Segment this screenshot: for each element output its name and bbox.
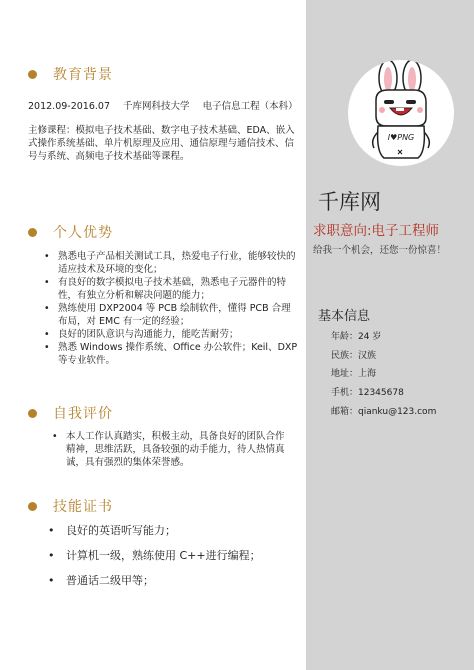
section-education-header [28,64,113,84]
skills-list [46,524,296,599]
education-major: 电子信息工程（本科） [202,101,298,112]
list-item: • 熟练使用 DXP2004 等 PCB 绘制软件，懂得 PCB 合理布局，对 EMC 有一定的经验； [42,302,300,328]
strengths-list [42,250,300,367]
selfeval-list [50,430,288,469]
education-courses: 主修课程：模拟电子技术基础、数字电子技术基础、EDA、嵌入式操作系统基础、单片机原理及应用、通信原理与通信技术、信号与系统、高频电子技术基础等课程。 [28,125,295,162]
avatar [348,60,454,166]
bullet-dot-icon [28,70,37,79]
list-item: • 普通话二级甲等； [46,574,296,599]
tagline: 给我一个机会，还您一份惊喜！ [313,245,447,256]
section-selfeval-header [28,403,113,423]
list-item: • 熟悉电子产品相关测试工具，热爱电子行业，能够较快的适应技术及环境的变化； [42,250,300,276]
section-title-selfeval: 自我评价 [53,406,113,422]
candidate-name: 千库网 [318,190,381,214]
list-item: • 熟悉 Windows 操作系统、Office 办公软件；Keil、DXP 等专业软件。 [42,341,300,367]
education-line [28,98,308,112]
list-item: • 有良好的数字模拟电子技术基础，熟悉电子元器件的特性，有独立分析和解决问题的能力； [42,276,300,302]
info-ethnicity: 民族：汉族 [331,351,377,361]
section-title-skills: 技能证书 [53,499,113,515]
info-location: 地址：上海 [331,369,377,379]
bullet-dot-icon [28,502,37,511]
list-item: • 良好的团队意识与沟通能力，能吃苦耐劳； [42,328,300,341]
job-intent: 求职意向:电子工程师 [313,223,440,239]
bullet-dot-icon [28,409,37,418]
education-school: 千库网科技大学 [123,101,190,112]
info-age: 年龄：24 岁 [331,332,382,342]
info-phone: 手机：12345678 [331,388,404,398]
info-email: 邮箱：qianku@123.com [331,407,437,417]
list-item: • 计算机一级，熟练使用 C++进行编程； [46,549,296,574]
section-skills-header [28,496,113,516]
section-title-education: 教育背景 [53,67,113,83]
bullet-dot-icon [28,228,37,237]
section-title-strengths: 个人优势 [53,225,113,241]
info-section-title: 基本信息 [318,309,371,324]
avatar-shirt-text: I♥PNG [387,133,415,142]
education-period: 2012.09-2016.07 [28,101,110,112]
list-item: • 本人工作认真踏实，积极主动，具备良好的团队合作精神，思维活跃，具备较强的动手能力，待人热情真诚，具有强烈的集体荣誉感。 [50,430,288,469]
section-strengths-header [28,222,113,242]
list-item: • 良好的英语听写能力； [46,524,296,549]
cartoon-rabbit-icon [348,60,454,166]
